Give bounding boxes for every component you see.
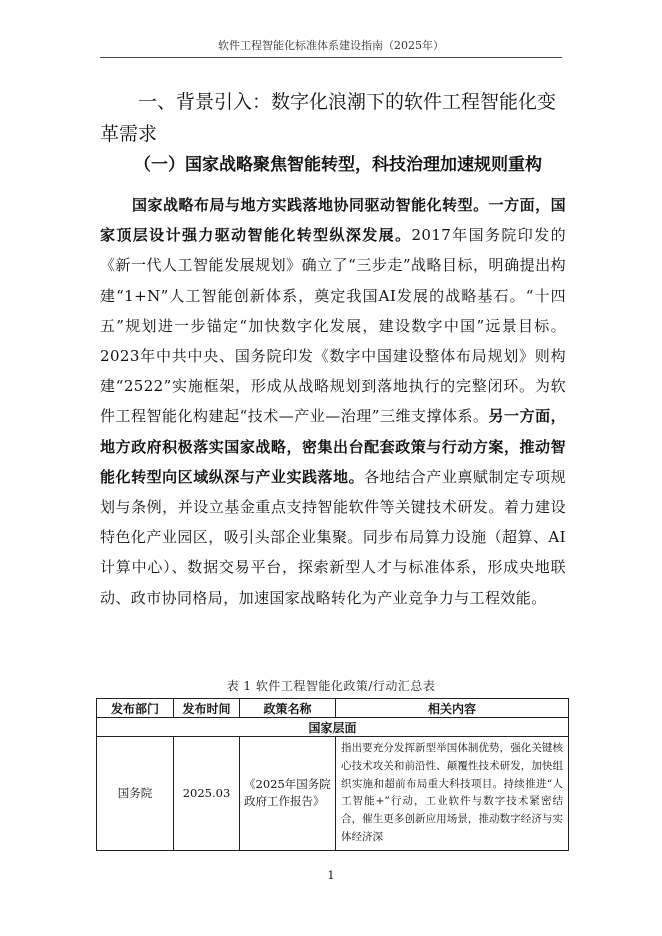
section-heading: 一、背景引入：数字化浪潮下的软件工程智能化变革需求 — [100, 91, 557, 145]
running-header: 软件工程智能化标准体系建设指南（2025年） — [218, 39, 444, 52]
bold-lead-2: 另一方面，地方政府积极落实国家战略，密集出台配套政策与行动方案，推动智能化转型向区域纵深与产业实践落地。 — [100, 407, 566, 486]
cell-policy: 《2025年国务院政府工作报告》 — [240, 737, 336, 851]
cell-content: 指出要充分发挥新型举国体制优势，强化关键核心技术攻关和前沿性、颠覆性技术研发，加快组织实施和超前布局重大科技项目。持续推进“人工智能+”行动，工业软件与数字技术紧密结合，催生更多创新应用场景，推动数字经济与实体经济深 — [336, 737, 569, 851]
table-section-row — [97, 718, 569, 737]
column-header-policy: 政策名称 — [240, 699, 336, 718]
cell-date: 2025.03 — [174, 737, 240, 851]
table-header-row — [97, 699, 569, 718]
column-header-date: 发布时间 — [174, 699, 240, 718]
section-label: 国家层面 — [97, 718, 569, 737]
header-rule — [100, 57, 562, 58]
table-caption: 表 1 软件工程智能化政策/行动汇总表 — [226, 679, 436, 693]
table-row — [97, 737, 569, 851]
policy-table — [96, 698, 569, 851]
cell-department: 国务院 — [97, 737, 174, 851]
page-number: 1 — [327, 869, 335, 882]
subsection-heading: （一）国家战略聚焦智能转型，科技治理加速规则重构 — [134, 155, 542, 175]
body-text-2: 各地结合产业禀赋制定专项规划与条例，并设立基金重点支持智能软件等关键技术研发。着力建设特色化产业园区，吸引头部企业集聚。同步布局算力设施（超算、AI计算中心）、数据交易平台，探索新型人才与标准体系，形成央地联动、政市协同格局，加速国家战略转化为产业竞争力与工程效能。 — [100, 467, 566, 607]
column-header-department: 发布部门 — [97, 699, 174, 718]
body-text-1: 2017年国务院印发的《新一代人工智能发展规划》确立了“三步走”战略目标，明确提出构建“1+N”人工智能创新体系，奠定我国AI发展的战略基石。“十四五”规划进一步锚定“加快数字化发展，建设数字中国”远景目标。2023年中共中央、国务院印发《数字中国建设整体布局规划》则构建“2522”实施框架，形成从战略规划到落地执行的完整闭环。为软件工程智能化构建起“技术—产业—治理”三维支撑体系。 — [100, 226, 566, 426]
bold-lead-1: 国家战略布局与地方实践落地协同驱动智能化转型。一方面，国家顶层设计强力驱动智能化转型纵深发展。 — [100, 196, 566, 245]
body-paragraph — [100, 190, 566, 613]
column-header-content: 相关内容 — [336, 699, 569, 718]
